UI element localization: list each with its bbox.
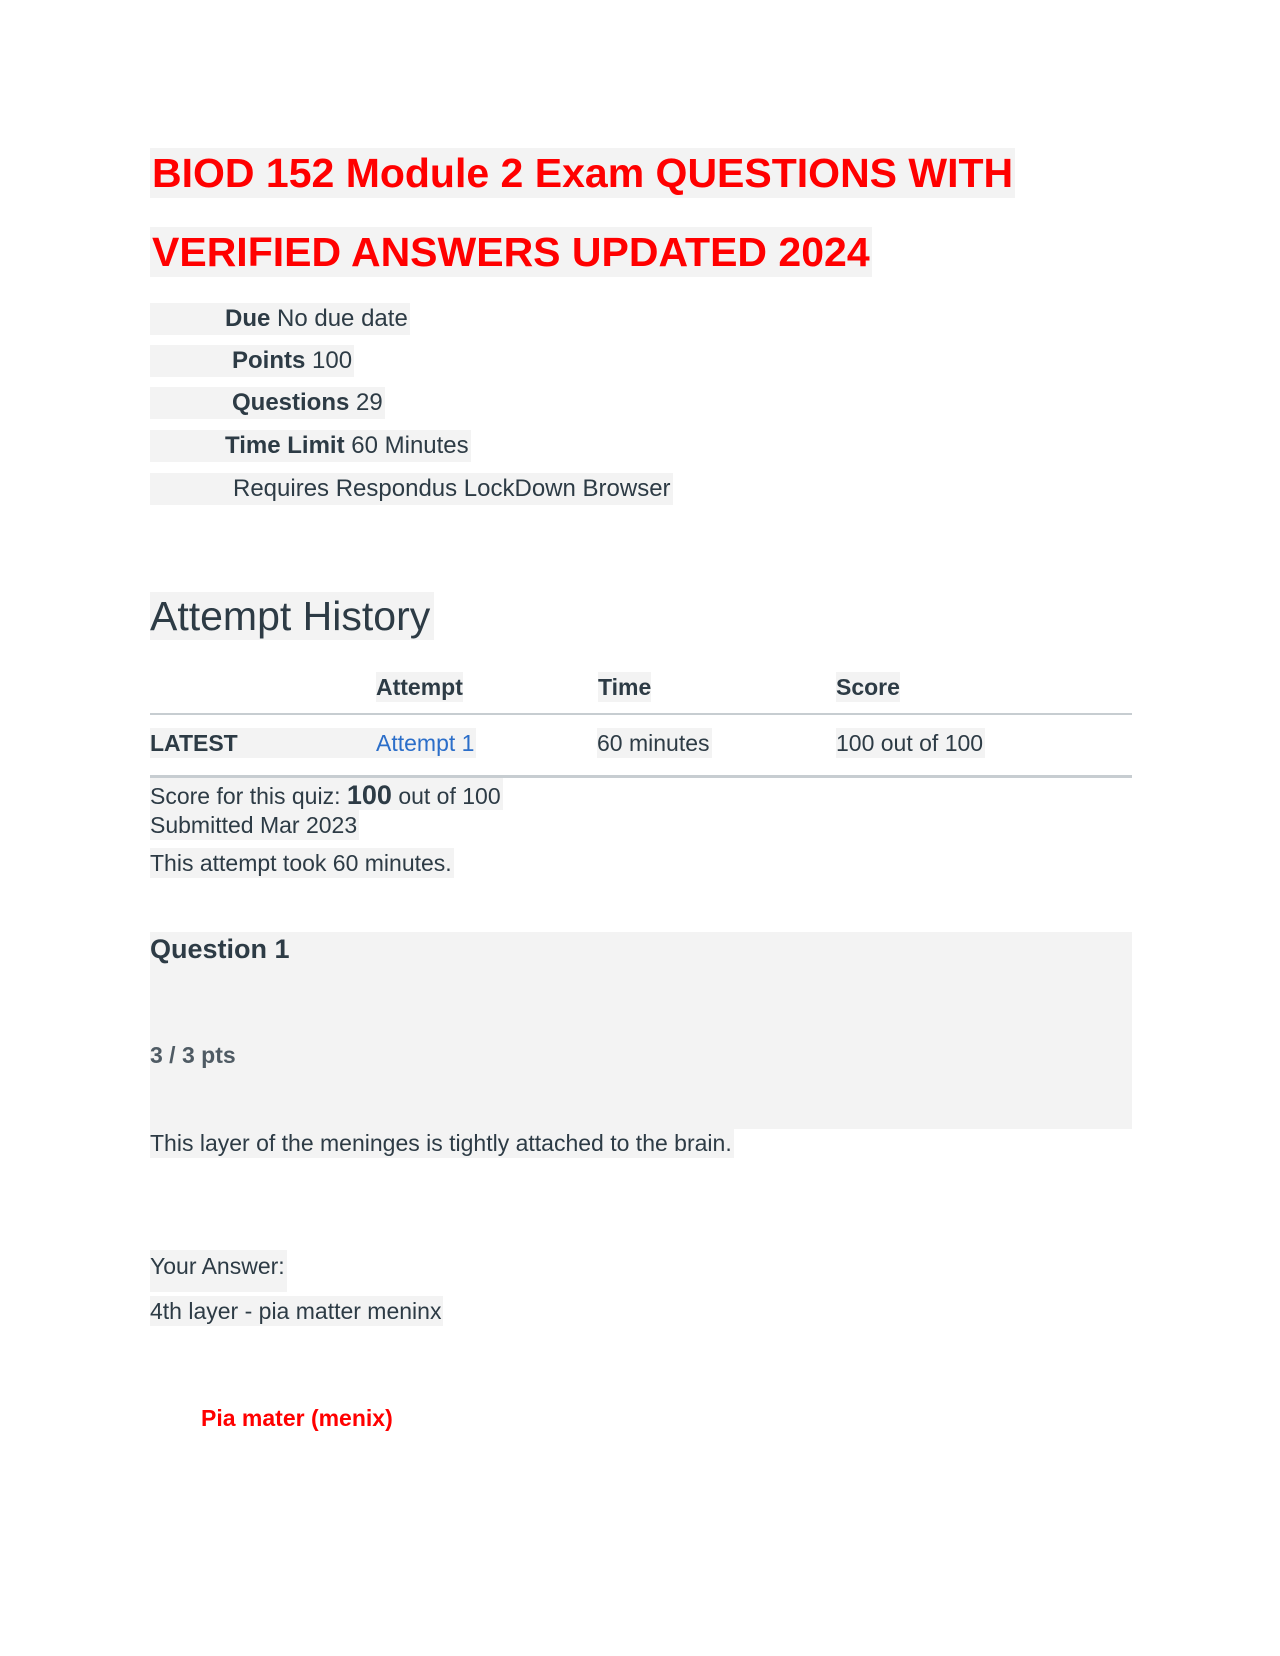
questions-value: 29 bbox=[356, 389, 383, 416]
quiz-score-suffix: out of 100 bbox=[398, 783, 501, 809]
your-answer-value: 4th layer - pia matter meninx bbox=[150, 1298, 442, 1324]
points-value: 100 bbox=[312, 347, 353, 374]
quiz-score-value: 100 bbox=[346, 780, 392, 810]
time-limit-row bbox=[150, 430, 471, 462]
column-header-attempt: Attempt bbox=[376, 674, 463, 700]
attempt-1-link[interactable]: Attempt 1 bbox=[376, 730, 475, 756]
due-row bbox=[150, 303, 410, 335]
due-value: No due date bbox=[277, 305, 408, 332]
question-text: This layer of the meninges is tightly attached to the brain. bbox=[150, 1130, 732, 1156]
attempt-time: 60 minutes bbox=[597, 730, 710, 756]
your-answer-label: Your Answer: bbox=[150, 1250, 287, 1292]
table-header-divider bbox=[150, 713, 1132, 715]
question-title: Question 1 bbox=[150, 934, 290, 964]
question-header bbox=[150, 932, 1132, 1129]
lockdown-requirement bbox=[150, 473, 673, 505]
question-points: 3 / 3 pts bbox=[150, 1042, 236, 1068]
submitted-date: Submitted Mar 2023 bbox=[150, 812, 358, 838]
points-label: Points bbox=[232, 347, 306, 374]
attempt-history-heading: Attempt History bbox=[150, 592, 434, 640]
lockdown-requirement-text: Requires Respondus LockDown Browser bbox=[233, 475, 671, 502]
column-header-time: Time bbox=[598, 674, 652, 700]
time-limit-value: 60 Minutes bbox=[351, 432, 469, 459]
correct-answer: Pia mater (menix) bbox=[201, 1405, 393, 1431]
questions-row bbox=[150, 387, 385, 419]
document-title-line-2: VERIFIED ANSWERS UPDATED 2024 bbox=[152, 229, 870, 275]
due-label: Due bbox=[225, 305, 271, 332]
column-header-score: Score bbox=[836, 674, 900, 700]
attempt-duration: This attempt took 60 minutes. bbox=[150, 850, 452, 876]
questions-label: Questions bbox=[232, 389, 350, 416]
time-limit-label: Time Limit bbox=[225, 432, 345, 459]
quiz-score-prefix: Score for this quiz: bbox=[150, 783, 341, 809]
points-row bbox=[150, 345, 354, 377]
latest-tag: LATEST bbox=[150, 728, 376, 758]
quiz-score-line bbox=[150, 778, 503, 810]
document-title-line-1: BIOD 152 Module 2 Exam QUESTIONS WITH bbox=[152, 150, 1014, 196]
attempt-score: 100 out of 100 bbox=[836, 730, 984, 756]
